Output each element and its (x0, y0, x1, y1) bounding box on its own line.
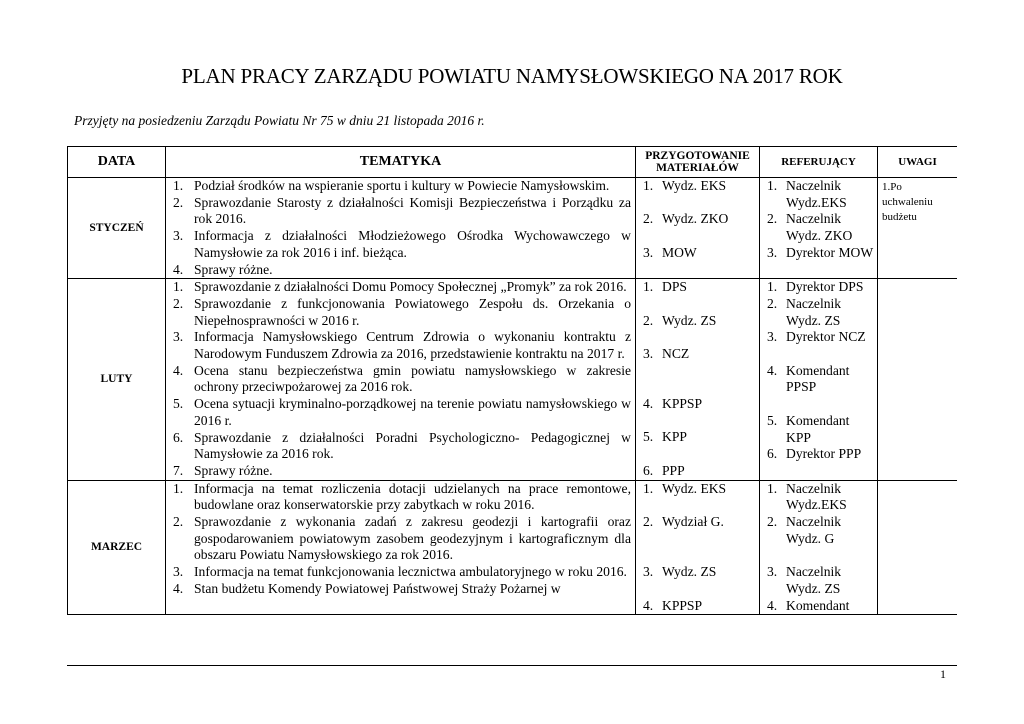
table-row (68, 178, 958, 279)
note-line: uchwaleniu (882, 196, 933, 208)
speaker-item-number: 4. (767, 597, 778, 613)
topic-item (166, 430, 635, 463)
topic-item-number: 1. (173, 178, 184, 193)
topic-item-number: 6. (173, 429, 184, 445)
topic-item-text: Ocena stanu bezpieczeństwa gmin powiatu namysłowskiego w zakresie ochrony przeciwpożarowej za 2016 rok. (194, 362, 631, 395)
topic-item-text: Sprawy różne. (194, 261, 273, 277)
speaker-item-text: Naczelnik Wydz.EKS (786, 480, 847, 513)
header-przygotowanie-line1: PRZYGOTOWANIE (645, 150, 750, 162)
month-cell: MARZEC (68, 480, 166, 615)
speaker-item (760, 446, 877, 463)
topic-item (166, 463, 635, 480)
material-item-text: Wydz. ZS (662, 312, 717, 328)
speaker-item-text: Dyrektor NCZ (786, 329, 866, 345)
topics-cell (166, 178, 636, 279)
note-line: budżetu (882, 211, 917, 223)
material-item-text: Wydz. EKS (662, 178, 727, 193)
speaker-item-number: 5. (767, 412, 778, 428)
material-item (636, 346, 759, 363)
topic-item-number: 4. (173, 362, 184, 378)
material-item-text: KPPSP (662, 597, 703, 613)
speaker-item-text: Dyrektor DPS (786, 279, 864, 295)
material-item-number: 3. (643, 346, 654, 361)
material-item-text: KPPSP (662, 396, 703, 412)
material-item-number: 3. (643, 244, 654, 260)
material-item-number: 2. (643, 312, 654, 328)
topic-item (166, 296, 635, 329)
speaker-item-number: 6. (767, 446, 778, 462)
material-item (636, 178, 759, 195)
material-item-number: 6. (643, 462, 654, 478)
speakers-cell (760, 279, 878, 480)
topic-item-number: 1. (173, 279, 184, 295)
topic-item (166, 228, 635, 261)
topic-item-number: 3. (173, 564, 184, 580)
speaker-item-text: Naczelnik Wydz.EKS (786, 178, 847, 210)
topic-item (166, 279, 635, 296)
topic-item-number: 4. (173, 261, 184, 277)
material-item (636, 514, 759, 531)
speaker-item (760, 481, 877, 514)
topic-item-text: Stan budżetu Komendy Powiatowej Państwowej Straży Pożarnej w (194, 580, 561, 596)
notes-cell (878, 279, 958, 480)
topics-cell (166, 279, 636, 480)
speaker-item-number: 4. (767, 362, 778, 378)
table-row (68, 279, 958, 480)
note-line: 1.Po (882, 181, 902, 193)
topic-item-number: 2. (173, 295, 184, 311)
speaker-item (760, 363, 877, 396)
speaker-item (760, 245, 877, 262)
topic-item-number: 3. (173, 228, 184, 244)
topic-item (166, 514, 635, 564)
materials-cell (636, 279, 760, 480)
topic-item (166, 396, 635, 429)
speaker-item-text: Komendant (786, 597, 850, 613)
topic-item-number: 2. (173, 514, 184, 530)
speaker-item (760, 514, 877, 547)
plan-table-container (67, 146, 957, 666)
material-item (636, 481, 759, 498)
material-item (636, 279, 759, 296)
material-item (636, 463, 759, 480)
material-item-number: 2. (643, 514, 654, 530)
speaker-item (760, 279, 877, 296)
speaker-item (760, 329, 877, 346)
material-item-number: 2. (643, 211, 654, 227)
speaker-item-number: 3. (767, 329, 778, 345)
material-item (636, 211, 759, 228)
speaker-item-number: 2. (767, 514, 778, 530)
speaker-item-number: 1. (767, 178, 778, 193)
document-title: PLAN PRACY ZARZĄDU POWIATU NAMYSŁOWSKIEGO NA 2017 ROK (181, 64, 843, 88)
topic-item-text: Sprawozdanie z działalności Domu Pomocy Społecznej „Promyk” za rok 2016. (194, 279, 627, 295)
material-item-number: 3. (643, 564, 654, 580)
speaker-item-text: Komendant KPP (786, 412, 850, 445)
materials-cell (636, 178, 760, 279)
topic-item-text: Sprawy różne. (194, 462, 273, 478)
topic-item-number: 1. (173, 480, 184, 496)
topic-item-number: 2. (173, 194, 184, 210)
table-header-row (68, 147, 958, 178)
topic-item-text: Sprawozdanie z funkcjonowania Powiatowego Zespołu ds. Orzekania o Niepełnosprawności w 2016 r. (194, 295, 631, 328)
speaker-item-number: 1. (767, 480, 778, 496)
material-item-text: KPP (662, 429, 687, 445)
plan-table (67, 146, 957, 615)
speaker-item-text: Dyrektor MOW (786, 244, 874, 260)
header-referujacy: REFERUJĄCY (760, 147, 878, 178)
speaker-item-number: 1. (767, 279, 778, 295)
material-item-number: 5. (643, 429, 654, 445)
material-item-text: MOW (662, 244, 697, 260)
material-item-number: 1. (643, 279, 654, 295)
material-item-text: PPP (662, 462, 685, 478)
header-uwagi: UWAGI (878, 147, 958, 178)
material-item (636, 598, 759, 615)
speaker-item-number: 3. (767, 244, 778, 260)
speaker-item-number: 3. (767, 564, 778, 580)
material-item-number: 1. (643, 480, 654, 496)
topics-cell (166, 480, 636, 615)
speakers-cell (760, 480, 878, 615)
topic-item (166, 363, 635, 396)
document-subtitle: Przyjęty na posiedzeniu Zarządu Powiatu Nr 75 w dniu 21 listopada 2016 r. (74, 113, 485, 128)
table-row (68, 480, 958, 615)
material-item (636, 396, 759, 413)
topic-item-text: Sprawozdanie z wykonania zadań z zakresu geodezji i kartografii oraz gospodarowaniem powiatowym zasobem geodezyjnym i kartograficznym dla obszaru Powiatu Namysłowskiego za rok 2016. (194, 514, 631, 563)
topic-item-text: Ocena sytuacji kryminalno-porządkowej na terenie powiatu namysłowskiego w 2016 r. (194, 396, 631, 428)
speaker-item (760, 413, 877, 446)
month-cell: LUTY (68, 279, 166, 480)
speaker-item (760, 296, 877, 329)
topic-item-number: 4. (173, 580, 184, 596)
month-cell: STYCZEŃ (68, 178, 166, 279)
header-data: DATA (68, 147, 166, 178)
speaker-item-text: Naczelnik Wydz. G (786, 514, 842, 546)
topic-item-text: Informacja na temat funkcjonowania lecznictwa ambulatoryjnego w roku 2016. (194, 564, 627, 580)
topic-item (166, 581, 635, 598)
notes-cell (878, 178, 958, 279)
speaker-item (760, 598, 877, 615)
topic-item (166, 481, 635, 514)
material-item-text: Wydz. EKS (662, 480, 727, 496)
notes-cell (878, 480, 958, 615)
speaker-item (760, 178, 877, 211)
topic-item (166, 195, 635, 228)
material-item-text: DPS (662, 279, 687, 295)
speaker-item-number: 2. (767, 295, 778, 311)
topic-item-number: 7. (173, 462, 184, 478)
topic-item-text: Informacja Namysłowskiego Centrum Zdrowia o wykonaniu kontraktu z Narodowym Funduszem Zdrowia za 2016, przedstawienie kontraktu na 2017 r. (194, 329, 631, 362)
topic-item-number: 5. (173, 396, 184, 412)
materials-cell (636, 480, 760, 615)
material-item (636, 313, 759, 330)
speaker-item-text: Dyrektor PPP (786, 446, 862, 462)
material-item-number: 1. (643, 178, 654, 193)
page-number: 1 (940, 667, 946, 681)
material-item-text: NCZ (662, 346, 690, 361)
topic-item-text: Informacja z działalności Młodzieżowego Ośrodka Wychowawczego w Namysłowie za rok 2016 i inf. bieżąca. (194, 228, 631, 260)
material-item-text: Wydział G. (662, 514, 724, 530)
speaker-item (760, 564, 877, 597)
material-item-text: Wydz. ZKO (662, 211, 729, 227)
speakers-cell (760, 178, 878, 279)
header-przygotowanie-line2: MATERIAŁÓW (656, 162, 739, 174)
speaker-item (760, 211, 877, 244)
header-przygotowanie (636, 147, 760, 178)
speaker-item-text: Naczelnik Wydz. ZS (786, 564, 842, 596)
material-item-number: 4. (643, 597, 654, 613)
topic-item-number: 3. (173, 329, 184, 345)
topic-item-text: Informacja na temat rozliczenia dotacji udzielanych na prace remontowe, budowlane oraz konserwatorskie przy zabytkach w roku 2016. (194, 480, 631, 513)
topic-item-text: Sprawozdanie z działalności Poradni Psychologiczno- Pedagogicznej w Namysłowie za 2016 rok. (194, 429, 631, 462)
speaker-item-text: Naczelnik Wydz. ZS (786, 295, 842, 328)
speaker-item-text: Naczelnik Wydz. ZKO (786, 211, 853, 244)
speaker-item-text: Komendant PPSP (786, 362, 850, 395)
material-item (636, 245, 759, 262)
header-tematyka: TEMATYKA (166, 147, 636, 178)
topic-item (166, 262, 635, 279)
topic-item-text: Sprawozdanie Starosty z działalności Komisji Bezpieczeństwa i Porządku za rok 2016. (194, 194, 631, 227)
material-item (636, 429, 759, 446)
topic-item (166, 178, 635, 195)
material-item (636, 564, 759, 581)
topic-item (166, 329, 635, 362)
speaker-item-number: 2. (767, 211, 778, 227)
material-item-text: Wydz. ZS (662, 564, 717, 580)
topic-item-text: Podział środków na wspieranie sportu i kultury w Powiecie Namysłowskim. (194, 178, 610, 193)
material-item-number: 4. (643, 396, 654, 412)
topic-item (166, 564, 635, 581)
